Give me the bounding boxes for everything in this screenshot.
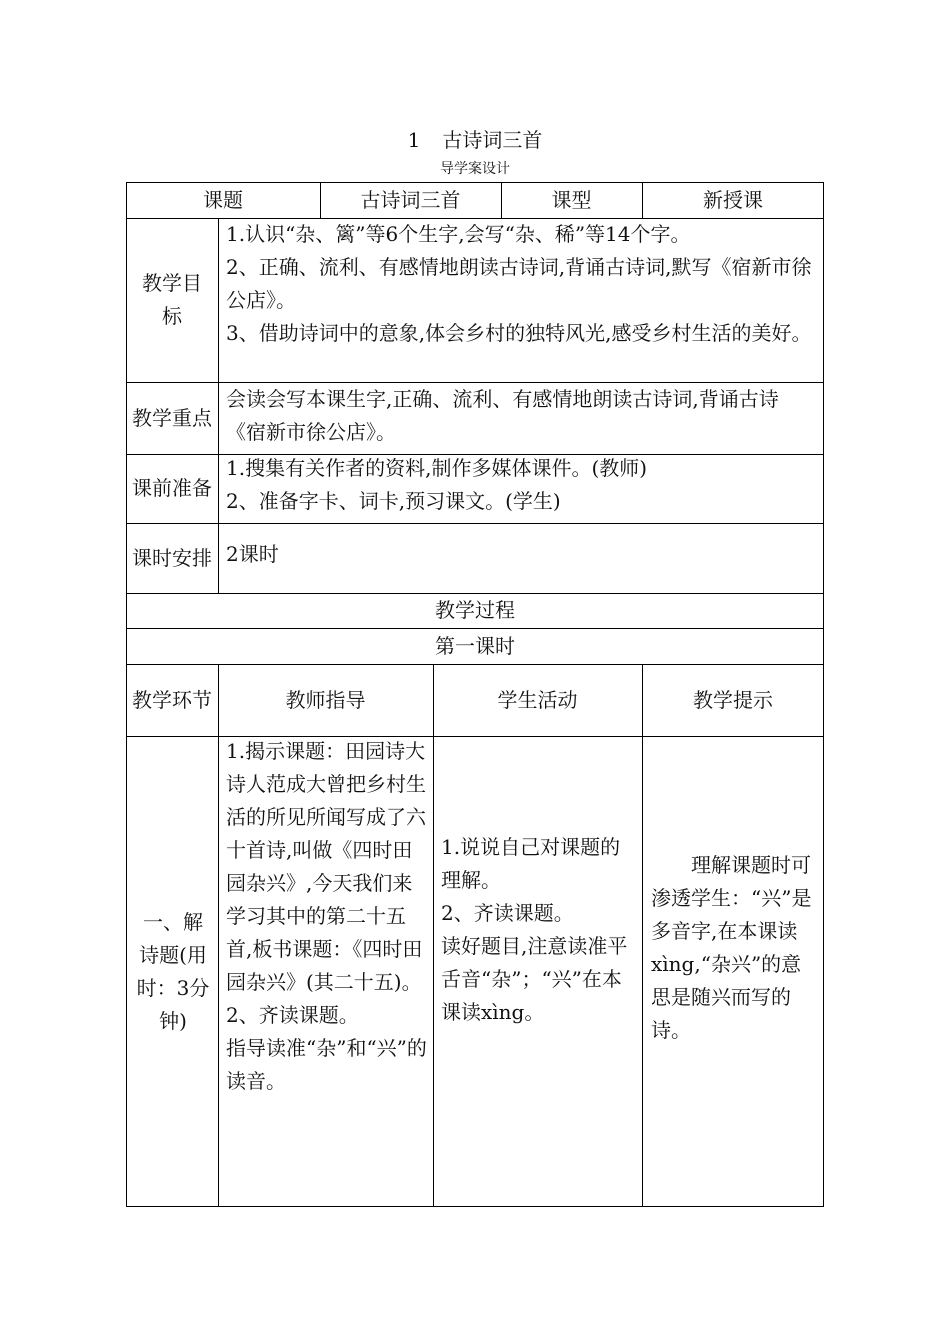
preparation-item: 1.搜集有关作者的资料,制作多媒体课件。(教师) xyxy=(226,456,648,480)
schedule-label: 课时安排 xyxy=(132,545,212,570)
type-label: 课型 xyxy=(551,187,592,212)
lesson-period-title: 第一课时 xyxy=(435,633,515,658)
preparation-content xyxy=(226,452,818,518)
process-title: 教学过程 xyxy=(435,598,515,622)
topic-value: 古诗词三首 xyxy=(360,187,461,212)
lesson-title: 古诗词三首 xyxy=(442,128,543,152)
preparation-label: 课前准备 xyxy=(132,476,212,500)
goal-item: 1.认识“杂、篱”等6个生字,会写“杂、稀”等14个字。 xyxy=(226,222,691,246)
schedule-value: 2课时 xyxy=(226,541,279,566)
student-activity xyxy=(441,831,635,1029)
teacher-item: 2、齐读课题。 xyxy=(226,1003,359,1027)
header-stage: 教学环节 xyxy=(132,687,212,712)
key-points-label: 教学重点 xyxy=(132,405,212,430)
goals-label: 教学目标 xyxy=(142,271,202,328)
teacher-item: 1.揭示课题：田园诗大诗人范成大曾把乡村生活的所见所闻写成了六十首诗,叫做《四时田园杂兴》,今天我们来学习其中的第二十五首,板书课题：《四时田园杂兴》(其二十五)。 xyxy=(226,739,426,994)
teacher-item: 指导读准“杂”和“兴”的读音。 xyxy=(226,1036,427,1093)
student-item: 1.说说自己对课题的理解。 xyxy=(441,835,621,892)
goal-item: 3、借助诗词中的意象,体会乡村的独特风光,感受乡村生活的美好。 xyxy=(226,321,812,345)
teaching-tip: 理解课题时可渗透学生：“兴”是多音字,在本课读xìng,“杂兴”的意思是随兴而写的诗。 xyxy=(651,853,812,1042)
header-tip: 教学提示 xyxy=(693,687,773,712)
key-points-text: 会读会写本课生字,正确、流利、有感情地朗读古诗词,背诵古诗《宿新市徐公店》。 xyxy=(226,387,779,444)
topic-label: 课题 xyxy=(203,187,243,212)
lesson-number: 1 xyxy=(407,128,421,152)
type-value: 新授课 xyxy=(703,187,763,212)
header-student: 学生活动 xyxy=(497,687,578,712)
goals-content xyxy=(226,218,818,350)
stage-cell: 一、解诗题(用时：3分钟) xyxy=(136,909,210,1033)
teacher-guidance xyxy=(226,735,428,1098)
preparation-item: 2、准备字卡、词卡,预习课文。(学生) xyxy=(226,489,561,513)
header-teacher: 教师指导 xyxy=(285,687,366,712)
student-item: 读好题目,注意读准平舌音“杂”；“兴”在本课读xìng。 xyxy=(441,934,628,1024)
document-subtitle: 导学案设计 xyxy=(440,161,510,177)
student-item: 2、齐读课题。 xyxy=(441,901,574,925)
goal-item: 2、正确、流利、有感情地朗读古诗词,背诵古诗词,默写《宿新市徐公店》。 xyxy=(226,255,812,312)
document-title xyxy=(0,124,950,153)
